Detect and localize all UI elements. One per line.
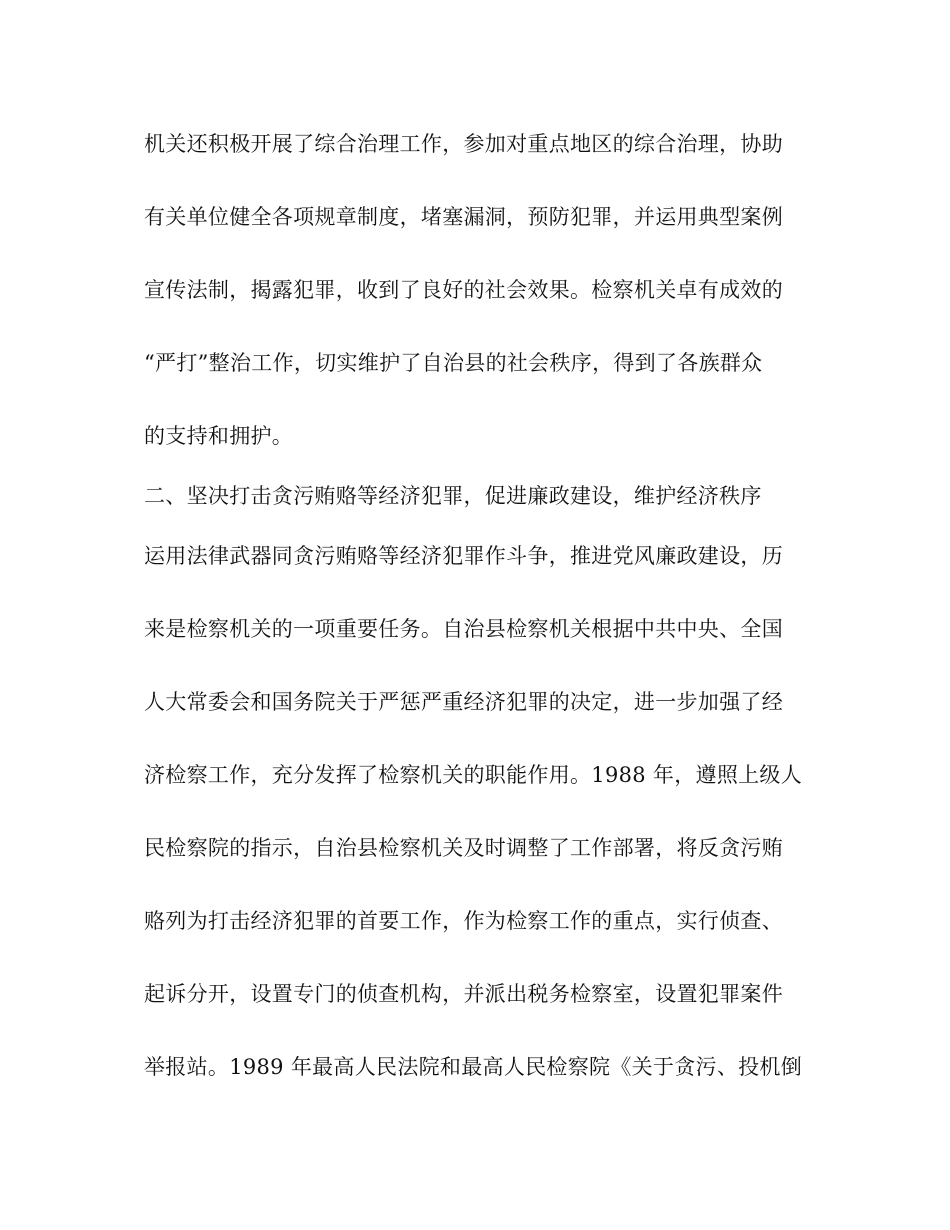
paragraph-line: 有关单位健全各项规章制度，堵塞漏洞，预防犯罪，并运用典型案例: [144, 205, 783, 229]
paragraph-line: 起诉分开，设置专门的侦查机构，并派出税务检察室，设置犯罪案件: [144, 982, 783, 1006]
section-heading: 二、坚决打击贪污贿赂等经济犯罪，促进廉政建设，维护经济秩序: [144, 484, 762, 508]
paragraph-line: 赂列为打击经济犯罪的首要工作，作为检察工作的重点，实行侦查、: [144, 909, 783, 933]
paragraph-line: 的支持和拥护。: [144, 424, 294, 448]
paragraph-line: 民检察院的指示，自治县检察机关及时调整了工作部署，将反贪污贿: [144, 836, 783, 860]
paragraph-line: 运用法律武器同贪污贿赂等经济犯罪作斗争，推进党风廉政建设，历: [144, 544, 783, 568]
paragraph-line: 机关还积极开展了综合治理工作，参加对重点地区的综合治理，协助: [144, 132, 783, 156]
paragraph-line: “严打”整治工作，切实维护了自治县的社会秩序，得到了各族群众: [144, 351, 763, 375]
paragraph-line: 人大常委会和国务院关于严惩严重经济犯罪的决定，进一步加强了经: [144, 690, 783, 714]
paragraph-line: 宣传法制，揭露犯罪，收到了良好的社会效果。检察机关卓有成效的: [144, 278, 783, 302]
paragraph-line: 举报站。1989 年最高人民法院和最高人民检察院《关于贪污、投机倒: [144, 1055, 803, 1079]
paragraph-line: 济检察工作，充分发挥了检察机关的职能作用。1988 年，遵照上级人: [144, 763, 803, 787]
paragraph-line: 来是检察机关的一项重要任务。自治县检察机关根据中共中央、全国: [144, 617, 783, 641]
